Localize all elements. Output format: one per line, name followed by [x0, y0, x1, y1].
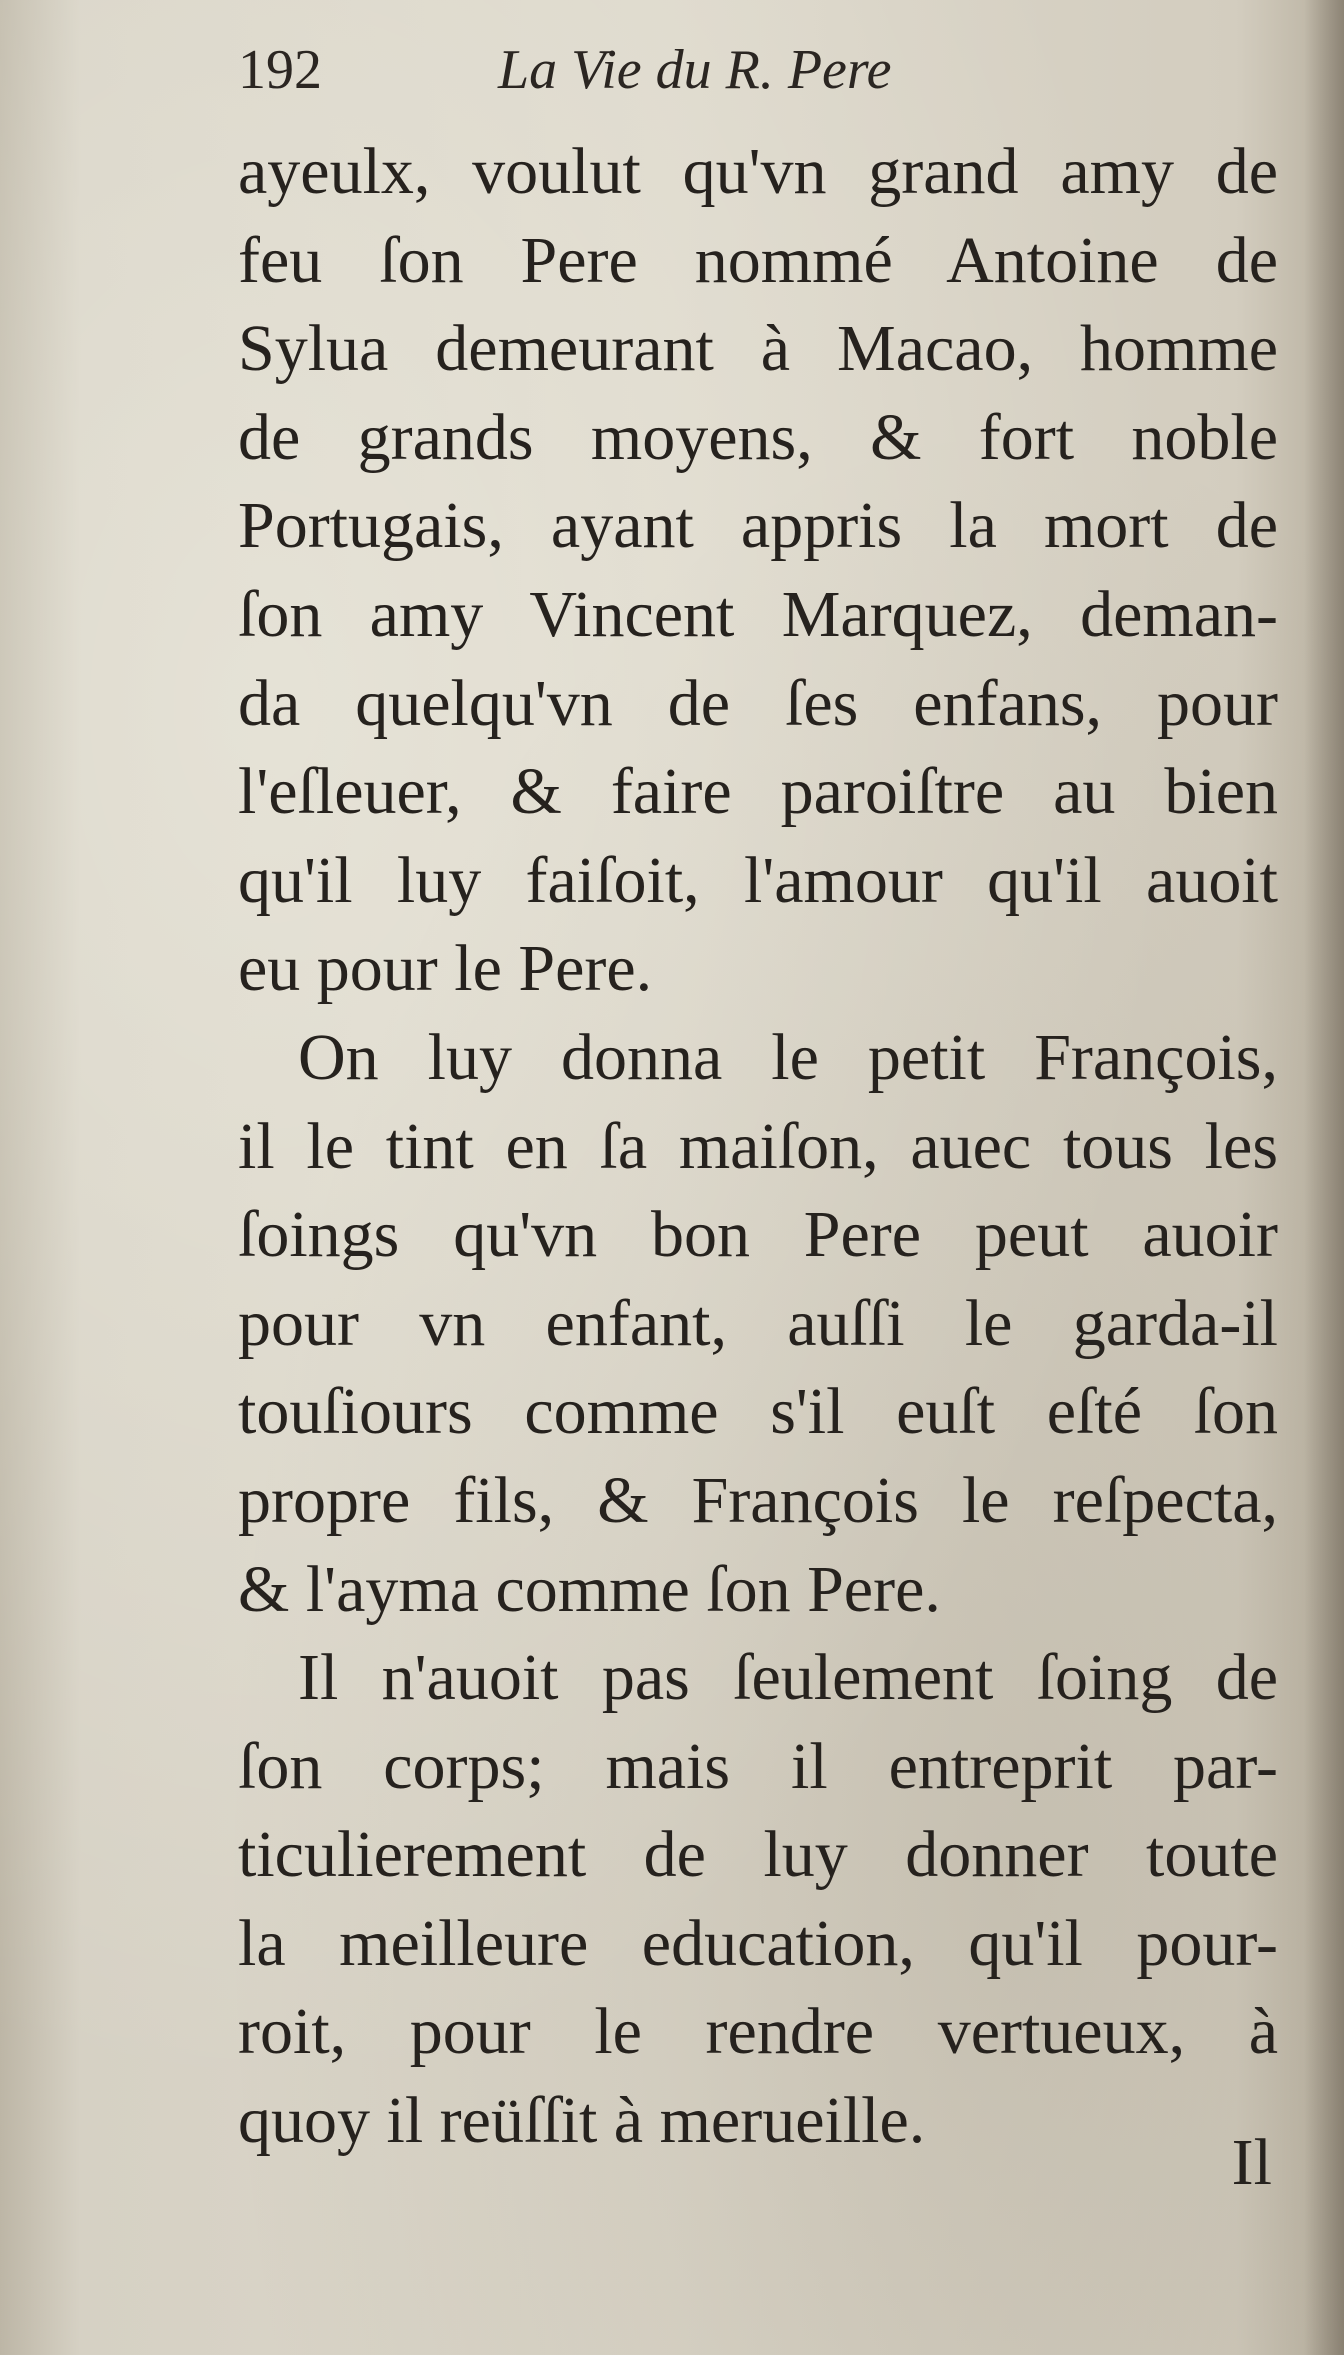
page-number: 192 — [238, 39, 322, 101]
text-line: ſoings qu'vn bon Pere peut auoir — [238, 1198, 1278, 1272]
page-edge-shadow — [1304, 0, 1344, 2355]
text-line: da quelqu'vn de ſes enfans, pour — [238, 666, 1278, 740]
text-line: touſiours comme s'il euſt eſté ſon — [238, 1375, 1278, 1449]
text-line: ticulierement de luy donner toute — [238, 1818, 1278, 1892]
text-line: qu'il luy faiſoit, l'amour qu'il auoit — [238, 843, 1278, 917]
text-line: propre fils, & François le reſpecta, — [238, 1463, 1278, 1537]
text-line: de grands moyens, & fort noble — [238, 400, 1278, 474]
text-line: quoy il reüſſit à merueille. — [238, 2084, 926, 2158]
text-line: Sylua demeurant à Macao, homme — [238, 312, 1278, 386]
text-line: On luy donna le petit François, — [298, 1020, 1278, 1094]
body-text — [238, 128, 1278, 2166]
text-line: eu pour le Pere. — [238, 932, 653, 1006]
text-line: l'eſleuer, & faire paroiſtre au bien — [238, 755, 1278, 829]
text-line: Il n'auoit pas ſeulement ſoing de — [298, 1641, 1278, 1715]
page-header — [238, 30, 1278, 110]
text-line: & l'ayma comme ſon Pere. — [238, 1552, 941, 1626]
running-title: La Vie du R. Pere — [498, 39, 892, 101]
text-line: Portugais, ayant appris la mort de — [238, 489, 1278, 563]
text-line: ayeulx, voulut qu'vn grand amy de — [238, 135, 1278, 208]
text-line: ſon corps; mais il entreprit par- — [238, 1729, 1278, 1803]
text-line: ſon amy Vincent Marquez, deman- — [238, 577, 1278, 651]
text-line: il le tint en ſa maiſon, auec tous les — [238, 1109, 1278, 1183]
text-line: la meilleure education, qu'il pour- — [238, 1906, 1278, 1980]
catchword: Il — [1231, 2126, 1272, 2199]
text-line: feu ſon Pere nommé Antoine de — [238, 223, 1278, 297]
text-line: pour vn enfant, auſſi le garda-il — [238, 1286, 1278, 1360]
text-line: roit, pour le rendre vertueux, à — [238, 1995, 1278, 2069]
